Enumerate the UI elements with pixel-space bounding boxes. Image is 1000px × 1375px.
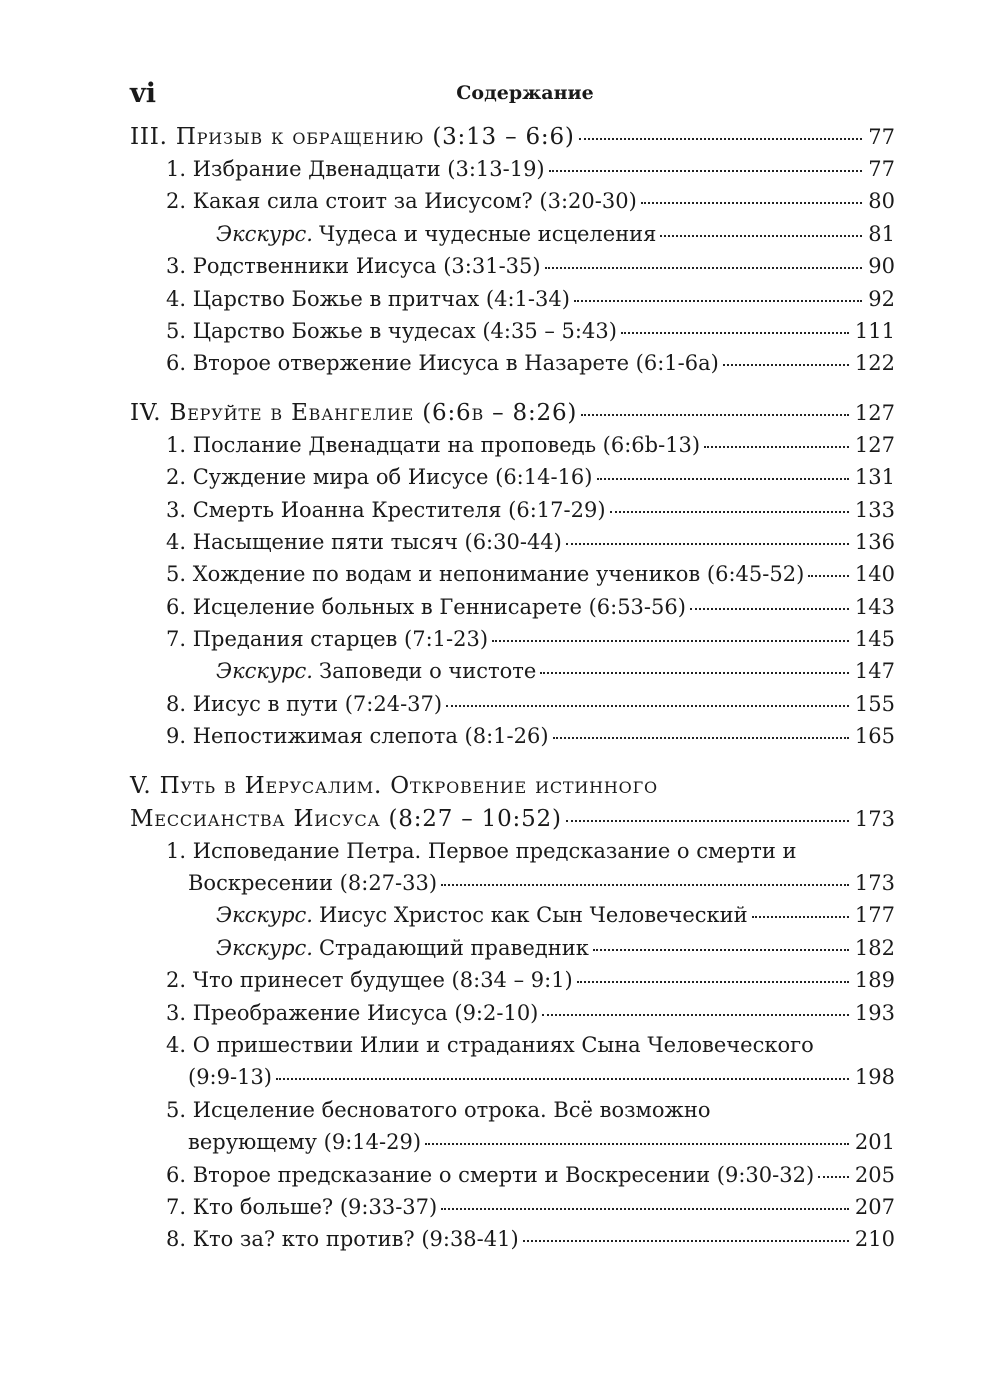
dot-leader (446, 705, 849, 707)
toc-entry-title: 6. Исцеление больных в Геннисарете (6:53-56) (166, 594, 686, 619)
toc-entry[interactable] (130, 1195, 895, 1227)
toc-entry[interactable] (130, 724, 895, 756)
dot-leader (540, 672, 849, 674)
dot-leader (660, 235, 862, 237)
toc-entry-title: 6. Второе предсказание о смерти и Воскресении (9:30-32) (166, 1162, 815, 1187)
excursus-title: Чудеса и чудесные исцеления (318, 221, 657, 246)
toc-entry[interactable] (130, 287, 895, 319)
toc-entry-title (216, 222, 656, 246)
dot-leader (441, 884, 849, 886)
toc-entry-title: 3. Смерть Иоанна Крестителя (6:17-29) (166, 497, 606, 522)
toc-page-number: 143 (854, 594, 895, 619)
dot-leader (593, 949, 849, 951)
dot-leader (704, 446, 849, 448)
toc-entry-title: 9. Непостижимая слепота (8:1-26) (166, 724, 549, 749)
toc-entry[interactable] (130, 530, 895, 562)
dot-leader (492, 640, 849, 642)
toc-entry[interactable] (130, 1001, 895, 1033)
excursus-label: Экскурс. (216, 659, 313, 684)
toc-page-number: 80 (868, 189, 895, 214)
toc-entry[interactable] (130, 968, 895, 1000)
dot-leader (549, 170, 863, 172)
toc-part-3 (130, 124, 895, 384)
toc-entry-title: V. Путь в Иерусалим. Откровение истинного (130, 772, 658, 799)
dot-leader (621, 332, 849, 334)
toc-entry[interactable] (130, 1163, 895, 1195)
dot-leader (542, 1014, 849, 1016)
toc-entry-title: 1. Послание Двенадцати на проповедь (6:6b-13) (166, 432, 701, 457)
toc-entry-title: 8. Иисус в пути (7:24-37) (166, 691, 443, 716)
toc-page-number: 173 (854, 871, 895, 896)
toc-entry-title: 1. Избрание Двенадцати (3:13-19) (166, 157, 545, 181)
toc-entry-line2[interactable] (130, 1130, 895, 1162)
toc-entry[interactable] (130, 692, 895, 724)
toc-entry[interactable] (130, 498, 895, 530)
toc-page-number: 182 (854, 935, 895, 960)
table-of-contents (130, 124, 895, 1276)
toc-page-number: 77 (868, 157, 895, 181)
toc-page-number: 210 (854, 1227, 895, 1252)
toc-entry-title: 4. Царство Божье в притчах (4:1-34) (166, 286, 570, 311)
toc-part-heading[interactable] (130, 400, 895, 433)
toc-page-number: 147 (854, 659, 895, 684)
toc-entry-title: 6. Второе отвержение Иисуса в Назарете (6:1-6а) (166, 351, 719, 376)
toc-entry-title (216, 936, 589, 960)
toc-page-number: 140 (854, 562, 895, 587)
dot-leader (690, 608, 849, 610)
toc-page-number: 173 (854, 806, 895, 831)
dot-leader (566, 820, 849, 822)
toc-entry[interactable] (130, 433, 895, 465)
toc-entry[interactable] (130, 562, 895, 594)
toc-entry-title: IV. Веруйте в Евангелие (6:6в – 8:26) (130, 399, 578, 426)
toc-page-number: 193 (854, 1000, 895, 1025)
running-head (130, 78, 895, 108)
toc-part-heading-line1[interactable] (130, 773, 895, 806)
dot-leader (752, 916, 849, 918)
toc-entry-title: 2. Суждение мира об Иисусе (6:14-16) (166, 465, 593, 490)
toc-entry-title (216, 659, 536, 683)
excursus-label: Экскурс. (216, 935, 313, 960)
excursus-label: Экскурс. (216, 221, 313, 246)
toc-entry-title: Мессианства Иисуса (8:27 – 10:52) (130, 805, 562, 832)
dot-leader (808, 575, 849, 577)
toc-part-4 (130, 400, 895, 757)
toc-entry-title: III. Призыв к обращению (3:13 – 6:6) (130, 124, 575, 150)
toc-entry-title: 5. Хождение по водам и непонимание учеников (6:45-52) (166, 562, 805, 587)
dot-leader (441, 1208, 849, 1210)
dot-leader (553, 737, 849, 739)
toc-page-number: 136 (854, 529, 895, 554)
toc-page-number: 127 (854, 432, 895, 457)
dot-leader (545, 267, 863, 269)
toc-page-number: 92 (868, 286, 895, 311)
toc-entry-title: (9:9-13) (188, 1065, 272, 1090)
toc-entry[interactable] (130, 254, 895, 286)
toc-entry-title: 4. Насыщение пяти тысяч (6:30-44) (166, 529, 562, 554)
toc-entry-title: 5. Исцеление бесноватого отрока. Всё возможно (166, 1097, 711, 1122)
dot-leader (276, 1078, 849, 1080)
toc-entry-title: верующему (9:14-29) (188, 1130, 422, 1155)
toc-page-number: 198 (854, 1065, 895, 1090)
toc-excursus-entry[interactable] (130, 936, 895, 968)
toc-entry[interactable] (130, 595, 895, 627)
toc-page-number: 207 (854, 1194, 895, 1219)
toc-entry[interactable] (130, 157, 895, 189)
toc-entry[interactable] (130, 465, 895, 497)
excursus-title: Страдающий праведник (318, 935, 589, 960)
toc-entry-line2[interactable] (130, 871, 895, 903)
toc-entry[interactable] (130, 351, 895, 383)
toc-entry-title: 5. Царство Божье в чудесах (4:35 – 5:43) (166, 318, 617, 343)
toc-part-heading-line2[interactable] (130, 806, 895, 839)
toc-entry[interactable] (130, 189, 895, 221)
toc-entry[interactable] (130, 627, 895, 659)
excursus-title: Иисус Христос как Сын Человеческий (318, 903, 748, 928)
toc-entry[interactable] (130, 1227, 895, 1259)
dot-leader (610, 511, 849, 513)
dot-leader (581, 414, 849, 416)
toc-page-number: 165 (854, 724, 895, 749)
toc-entry-title: Воскресении (8:27-33) (188, 871, 438, 896)
toc-entry[interactable] (130, 319, 895, 351)
toc-entry-title (216, 903, 748, 927)
toc-entry-title: 3. Преображение Иисуса (9:2-10) (166, 1000, 539, 1025)
toc-part-heading[interactable] (130, 124, 895, 157)
dot-leader (566, 543, 849, 545)
dot-leader (723, 364, 849, 366)
page-number: vi (130, 78, 156, 109)
dot-leader (818, 1176, 849, 1178)
toc-entry-title: 4. О пришествии Илии и страданиях Сына Человеческого (166, 1032, 814, 1057)
toc-page-number: 133 (854, 497, 895, 522)
toc-excursus-entry[interactable] (130, 903, 895, 935)
excursus-title: Заповеди о чистоте (318, 659, 537, 684)
toc-page-number: 155 (854, 691, 895, 716)
toc-entry-title: 7. Предания старцев (7:1-23) (166, 627, 489, 652)
toc-excursus-entry[interactable] (130, 222, 895, 254)
toc-part-5 (130, 773, 895, 1260)
toc-page-number: 177 (854, 903, 895, 928)
excursus-label: Экскурс. (216, 903, 313, 928)
toc-entry-line2[interactable] (130, 1065, 895, 1097)
dot-leader (523, 1240, 849, 1242)
toc-entry-title: 1. Исповедание Петра. Первое предсказание о смерти и (166, 838, 797, 863)
toc-page-number: 127 (854, 400, 895, 425)
dot-leader (579, 138, 863, 140)
toc-excursus-entry[interactable] (130, 659, 895, 691)
toc-entry-title: 8. Кто за? кто против? (9:38-41) (166, 1227, 519, 1252)
toc-page-number: 205 (854, 1162, 895, 1187)
dot-leader (425, 1143, 849, 1145)
toc-entry-title: 2. Какая сила стоит за Иисусом? (3:20-30) (166, 189, 637, 214)
toc-page-number: 90 (868, 254, 895, 279)
toc-entry-title: 7. Кто больше? (9:33-37) (166, 1194, 438, 1219)
toc-page-number: 81 (868, 221, 895, 246)
running-title: Содержание (456, 82, 594, 104)
toc-page-number: 77 (868, 125, 895, 149)
toc-entry-line1[interactable] (130, 839, 895, 871)
toc-page-number: 111 (854, 318, 895, 343)
toc-entry-title: 3. Родственники Иисуса (3:31-35) (166, 254, 541, 279)
dot-leader (574, 300, 862, 302)
toc-page-number: 131 (854, 465, 895, 490)
toc-page-number: 189 (854, 968, 895, 993)
toc-page-number: 122 (854, 351, 895, 376)
toc-entry-line1[interactable] (130, 1033, 895, 1065)
dot-leader (577, 981, 849, 983)
toc-page-number: 201 (854, 1130, 895, 1155)
toc-entry-title: 2. Что принесет будущее (8:34 – 9:1) (166, 968, 573, 993)
dot-leader (597, 478, 849, 480)
dot-leader (641, 202, 862, 204)
toc-page-number: 145 (854, 627, 895, 652)
toc-entry-line1[interactable] (130, 1098, 895, 1130)
